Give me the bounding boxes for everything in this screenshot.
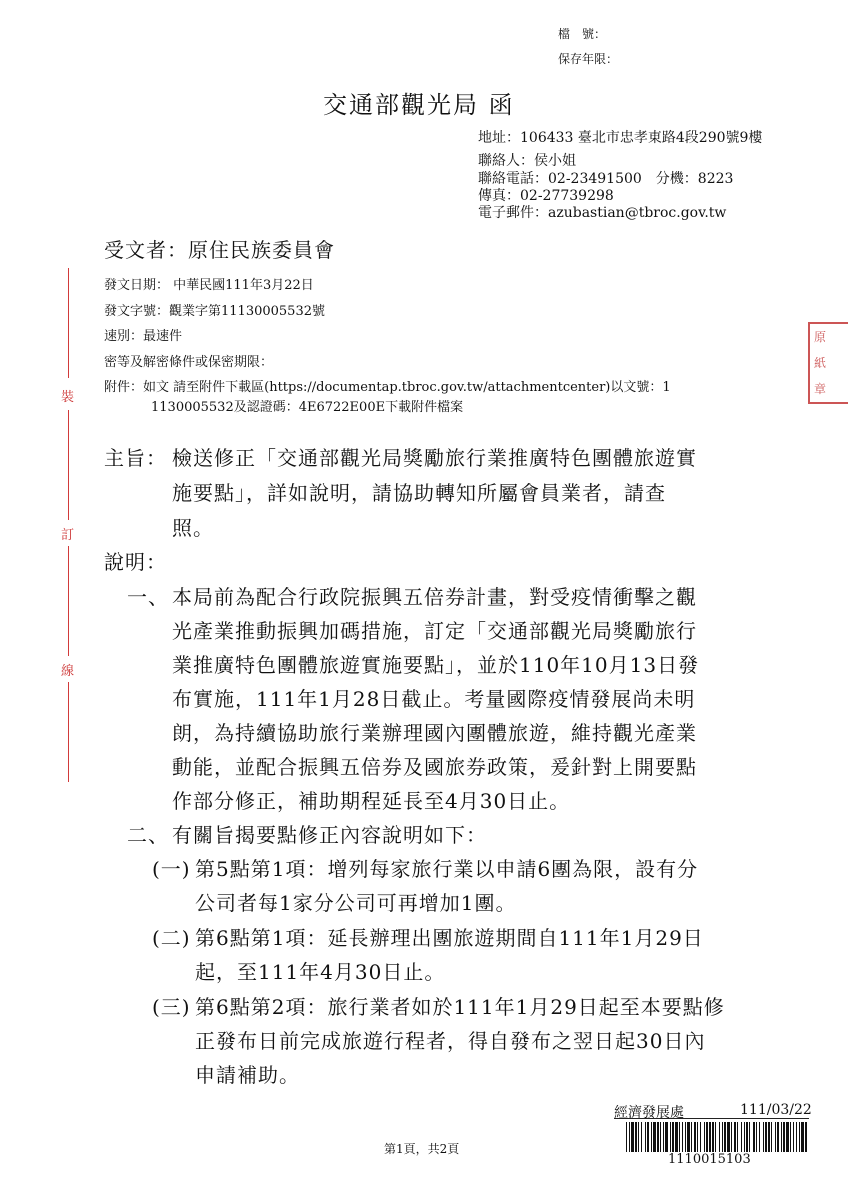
retention-period-label: 保存年限： — [558, 52, 619, 66]
barcode-bar — [768, 1122, 770, 1152]
barcode-bar — [626, 1122, 627, 1152]
barcode-bar — [709, 1122, 711, 1152]
subitem-2-label: (二) — [152, 926, 191, 950]
subject-line: 照。 — [172, 516, 214, 540]
barcode-bar — [685, 1122, 686, 1152]
barcode-bar — [771, 1122, 772, 1152]
barcode-bar — [763, 1122, 764, 1152]
barcode-bar — [694, 1122, 696, 1152]
barcode-bar — [663, 1122, 664, 1152]
item-1-line: 光產業推動振興加碼措施，訂定「交通部觀光局獎勵旅行 — [172, 619, 697, 643]
document-title: 交通部觀光局 函 — [323, 91, 515, 119]
subitem-3-label: (三) — [152, 995, 191, 1019]
subitem-1-label: (一) — [152, 857, 191, 881]
binding-line-segment — [68, 546, 69, 656]
item-2-heading: 有關旨揭要點修正內容說明如下： — [172, 823, 487, 847]
barcode-bar — [653, 1122, 656, 1152]
stamp-char: 原 — [814, 330, 827, 344]
subitem-1-line: 公司者每1家分公司可再增加1團。 — [195, 891, 517, 915]
subject-line: 施要點」，詳如說明，請協助轉知所屬會員業者，請查 — [172, 481, 666, 505]
barcode-bar — [715, 1122, 716, 1152]
barcode-bar — [700, 1122, 701, 1152]
barcode-bar — [645, 1122, 646, 1152]
file-number-label: 檔 號： — [558, 27, 607, 41]
barcode-bar — [635, 1122, 637, 1152]
barcode-bar — [670, 1122, 671, 1152]
barcode-bar — [741, 1122, 742, 1152]
barcode-bar — [731, 1122, 732, 1152]
receipt-date: 111/03/22 — [740, 1102, 812, 1118]
barcode-bar — [691, 1122, 692, 1152]
binding-mark: 訂 — [61, 528, 75, 543]
barcode-bar — [675, 1122, 678, 1152]
barcode-bar — [744, 1122, 745, 1152]
secrecy-level: 密等及解密條件或保密期限： — [104, 355, 274, 370]
barcode-bar — [799, 1122, 800, 1152]
barcode-bar — [727, 1122, 730, 1152]
barcode-bar — [704, 1122, 705, 1152]
barcode-bar — [647, 1122, 649, 1152]
subitem-3-line: 正發布日前完成旅遊行程者，得自發布之翌日起30日內 — [195, 1029, 706, 1053]
item-1-line: 朗，為持續協助旅行業辦理國內團體旅遊，維持觀光產業 — [172, 721, 697, 745]
barcode-bar — [631, 1122, 634, 1152]
contact-phone: 聯絡電話：02-23491500 分機：8223 — [478, 171, 734, 187]
seal-stamp — [808, 322, 848, 404]
barcode-bar — [724, 1122, 726, 1152]
barcode-bar — [783, 1122, 785, 1152]
barcode-bar — [722, 1122, 723, 1152]
binding-mark: 裝 — [61, 390, 75, 405]
binding-mark: 線 — [61, 664, 75, 679]
barcode-bar — [665, 1122, 668, 1152]
barcode-bar — [749, 1122, 750, 1152]
barcode-bar — [697, 1122, 698, 1152]
barcode-bar — [786, 1122, 789, 1152]
barcode-bar — [641, 1122, 642, 1152]
subitem-2-line: 第6點第1項：延長辦理出團旅遊期間自111年1月29日 — [195, 926, 704, 950]
contact-fax: 傳真：02-27739298 — [478, 188, 614, 204]
item-1-line: 作部分修正，補助期程延長至4月30日止。 — [172, 789, 571, 813]
barcode-bar — [629, 1122, 630, 1152]
barcode-bar — [777, 1122, 779, 1152]
barcode-bar — [805, 1122, 807, 1152]
barcode-bar — [657, 1122, 659, 1152]
subitem-1-line: 第5點第1項：增列每家旅行業以申請6團為限，設有分 — [195, 857, 699, 881]
barcode-bar — [746, 1122, 748, 1152]
attachment-line-2: 1130005532及認證碼：4E6722E00E下載附件檔案 — [151, 400, 464, 415]
barcode — [626, 1122, 808, 1152]
barcode-bar — [756, 1122, 757, 1152]
stamp-char: 章 — [814, 382, 827, 396]
item-1-line: 本局前為配合行政院振興五倍券計畫，對受疫情衝擊之觀 — [172, 585, 697, 609]
subject-line: 檢送修正「交通部觀光局獎勵旅行業推廣特色團體旅遊實 — [172, 446, 697, 470]
binding-line-segment — [68, 682, 69, 782]
contact-email: 電子郵件：azubastian@tbroc.gov.tw — [478, 205, 727, 221]
item-1-line: 動能，並配合振興五倍券及國旅券政策，爰針對上開要點 — [172, 755, 697, 779]
subitem-2-line: 起，至111年4月30日止。 — [195, 960, 446, 984]
barcode-bar — [682, 1122, 683, 1152]
page-number: 第1頁，共2頁 — [384, 1142, 460, 1156]
stamp-char: 紙 — [814, 356, 827, 370]
subject-label: 主旨： — [104, 446, 167, 470]
barcode-bar — [660, 1122, 661, 1152]
barcode-bar — [781, 1122, 782, 1152]
barcode-bar — [753, 1122, 755, 1152]
attachment-line-1: 附件：如文 請至附件下載區(https://documentap.tbroc.gov.tw/attachmentcenter)以文號：1 — [104, 380, 671, 395]
barcode-bar — [759, 1122, 760, 1152]
recipient: 受文者：原住民族委員會 — [104, 238, 335, 262]
barcode-bar — [719, 1122, 720, 1152]
binding-line-segment — [68, 268, 69, 378]
footer-divider — [614, 1118, 809, 1119]
department-label: 經濟發展處 — [614, 1105, 684, 1121]
binding-line-segment — [68, 410, 69, 520]
barcode-bar — [638, 1122, 639, 1152]
barcode-bar — [651, 1122, 652, 1152]
barcode-bar — [734, 1122, 736, 1152]
item-1-line: 布實施，111年1月28日截止。考量國際疫情發展尚未明 — [172, 687, 696, 711]
subitem-3-line: 申請補助。 — [195, 1063, 300, 1087]
barcode-number: 1110015103 — [668, 1152, 751, 1167]
issue-date: 發文日期： 中華民國111年3月22日 — [104, 278, 314, 293]
item-1-line: 業推廣特色團體旅遊實施要點」，並於110年10月13日發 — [172, 653, 700, 677]
delivery-speed: 速別：最速件 — [104, 329, 183, 344]
subitem-3-line: 第6點第2項：旅行業者如於111年1月29日起至本要點修 — [195, 995, 725, 1019]
barcode-bar — [672, 1122, 674, 1152]
barcode-bar — [712, 1122, 714, 1152]
contact-person: 聯絡人：侯小姐 — [478, 153, 576, 169]
barcode-bar — [706, 1122, 708, 1152]
explanation-label: 說明： — [104, 550, 167, 574]
barcode-bar — [793, 1122, 794, 1152]
contact-address: 地址：106433 臺北市忠孝東路4段290號9樓 — [478, 130, 763, 146]
item-2-label: 二、 — [127, 823, 169, 847]
barcode-bar — [796, 1122, 797, 1152]
barcode-bar — [790, 1122, 791, 1152]
document-number: 發文字號：觀業字第11130005532號 — [104, 304, 325, 319]
item-1-label: 一、 — [127, 585, 169, 609]
barcode-bar — [679, 1122, 680, 1152]
barcode-bar — [801, 1122, 804, 1152]
barcode-bar — [737, 1122, 738, 1152]
barcode-bar — [765, 1122, 767, 1152]
barcode-bar — [687, 1122, 690, 1152]
barcode-bar — [775, 1122, 776, 1152]
